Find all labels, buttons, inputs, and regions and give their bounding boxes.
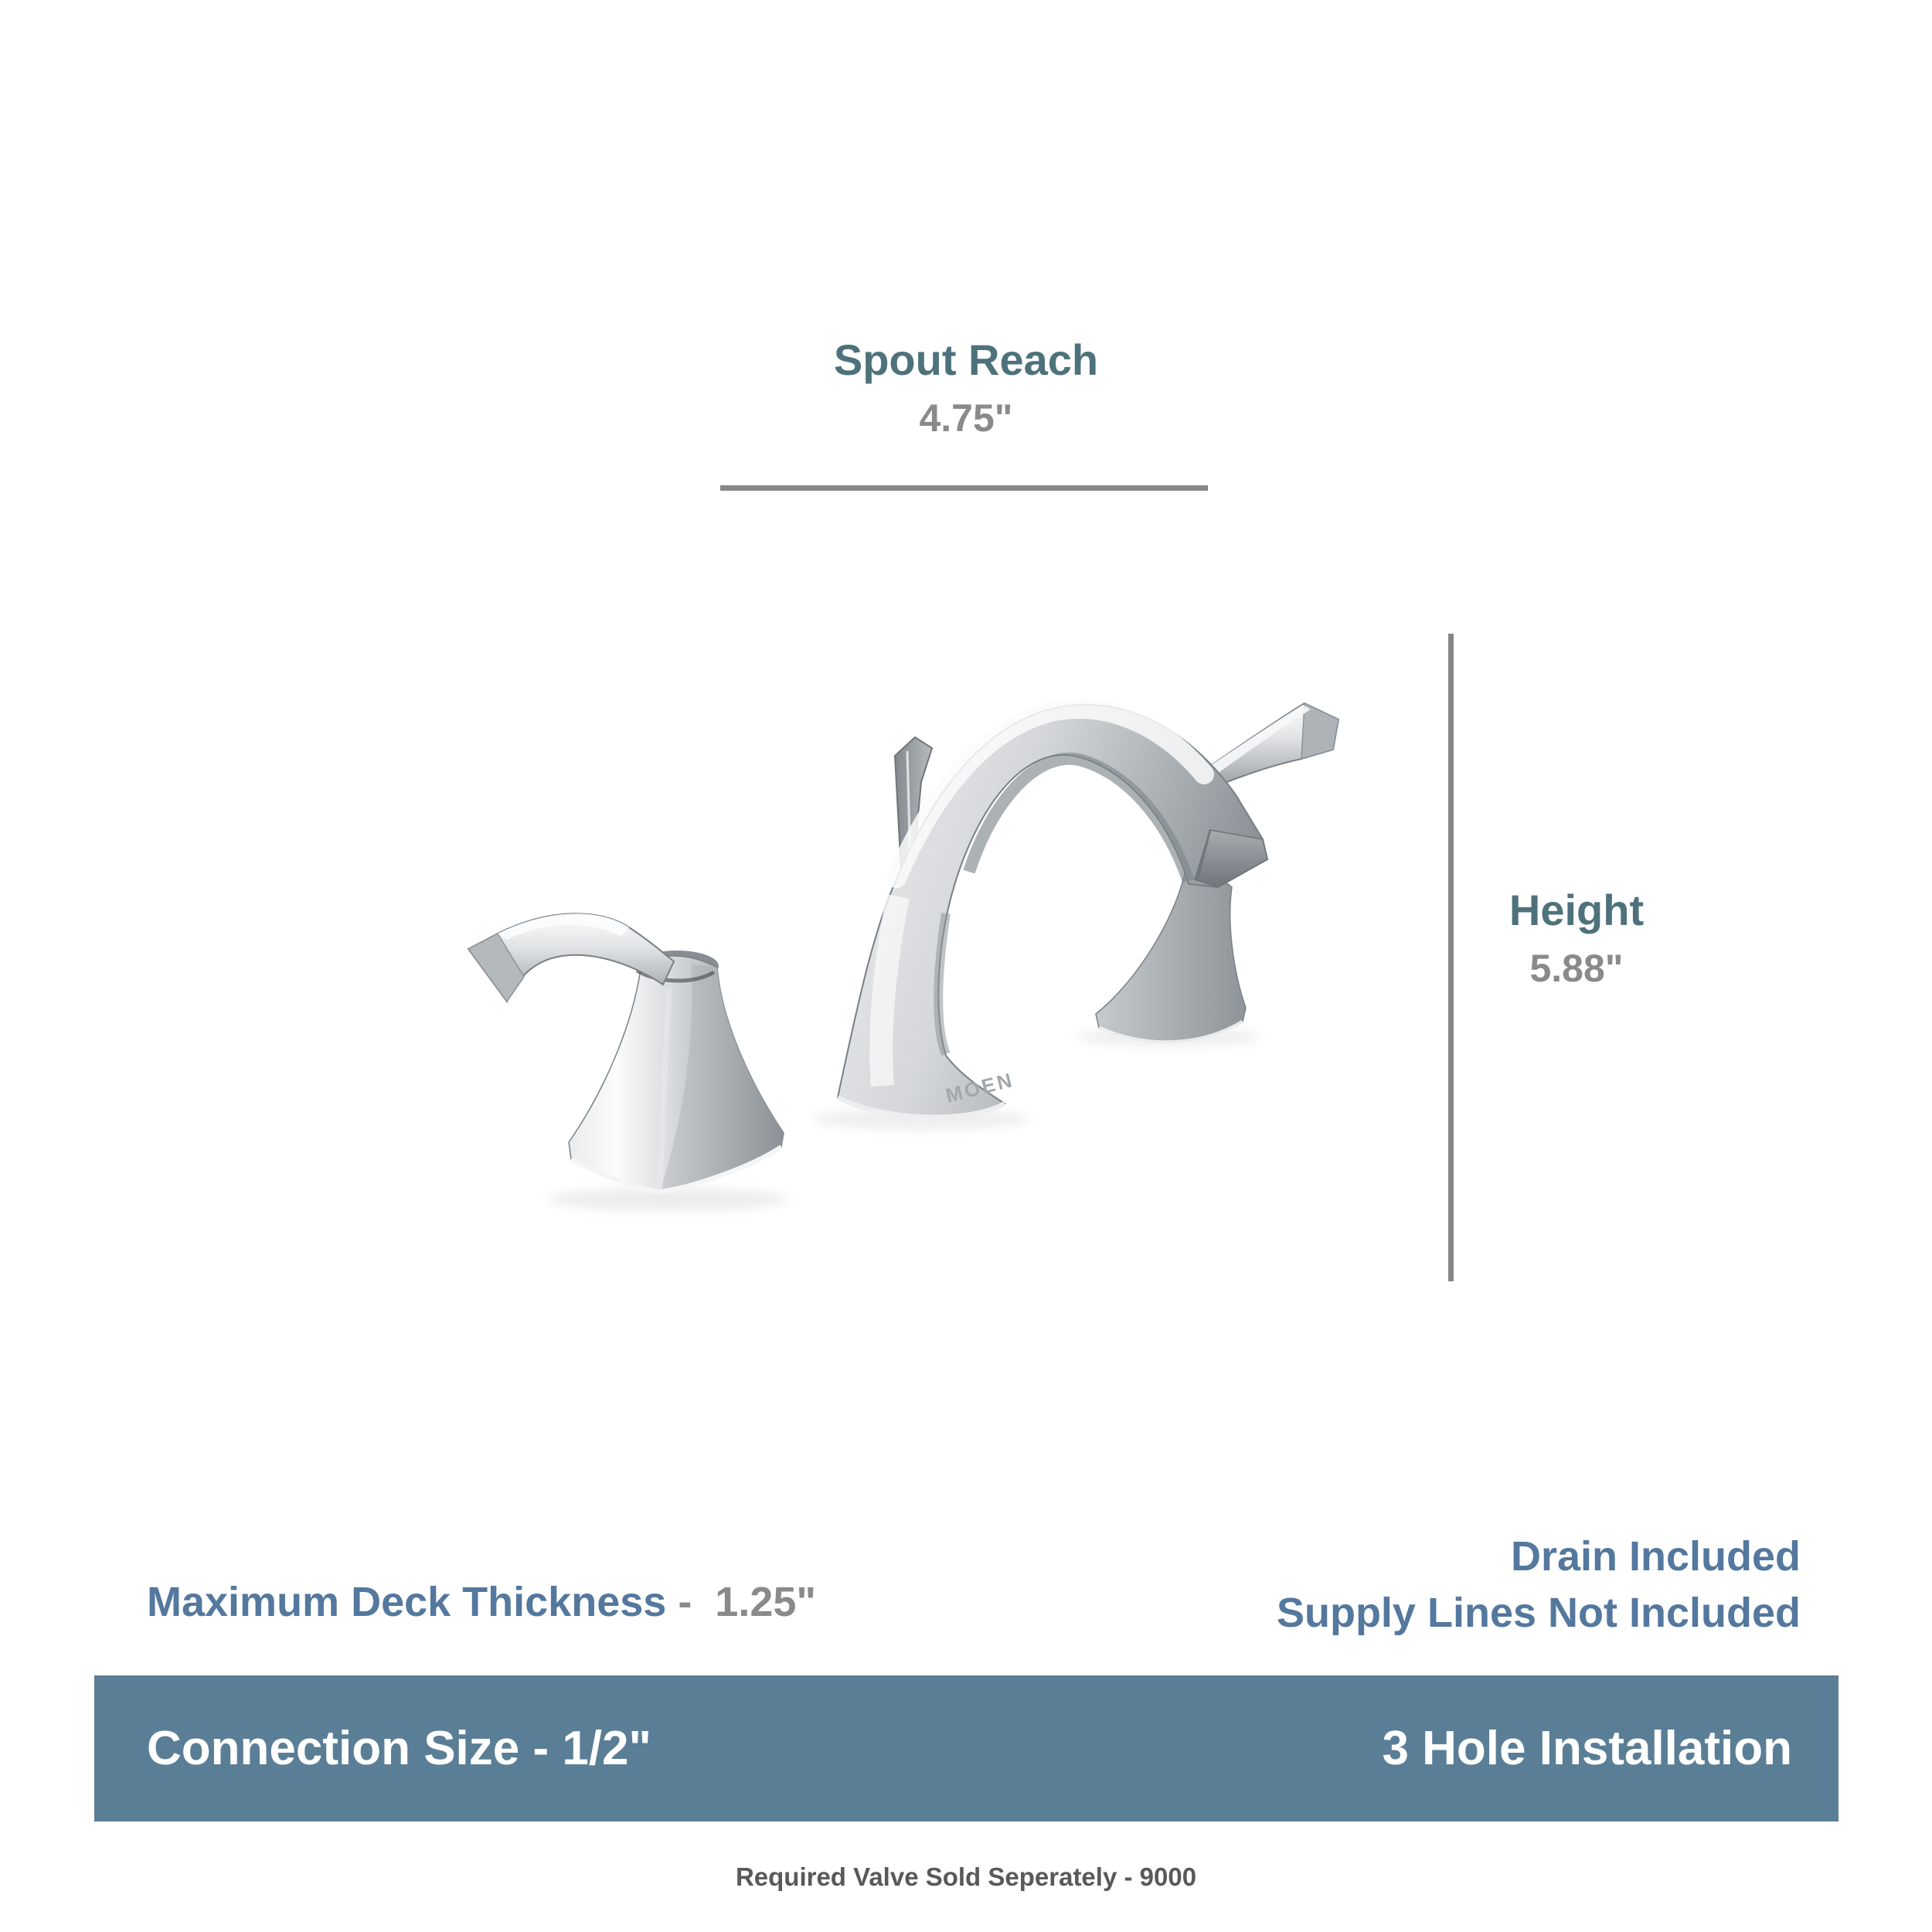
spout-reach-label: Spout Reach — [833, 335, 1099, 384]
faucet-product-image — [433, 665, 1376, 1221]
spout-reach-dimension — [734, 335, 1198, 440]
height-dimension-line — [1448, 634, 1454, 1281]
height-value: 5.88" — [1529, 947, 1624, 990]
brand-mark: MOEN — [943, 1067, 1017, 1107]
supply-lines-text: Supply Lines Not Included — [1276, 1590, 1801, 1636]
faucet-left-handle — [468, 913, 784, 1192]
height-label: Height — [1509, 886, 1645, 934]
drain-supply-note — [1277, 1529, 1801, 1641]
drain-included-text: Drain Included — [1510, 1533, 1801, 1580]
spec-banner — [94, 1675, 1838, 1821]
hole-installation-text: 3 Hole Installation — [1382, 1722, 1792, 1775]
deck-thickness-note — [147, 1581, 816, 1623]
deck-thickness-label: Maximum Deck Thickness — [147, 1579, 667, 1625]
deck-thickness-value: - 1.25" — [678, 1579, 817, 1625]
right-base-cone — [1096, 867, 1246, 1043]
required-valve-footnote: Required Valve Sold Seperately - 9000 — [735, 1862, 1197, 1891]
spout-reach-dimension-line — [720, 485, 1208, 491]
connection-size-text: Connection Size - 1/2" — [147, 1722, 651, 1775]
height-dimension — [1461, 886, 1692, 990]
spout-reach-value: 4.75" — [919, 396, 1013, 440]
